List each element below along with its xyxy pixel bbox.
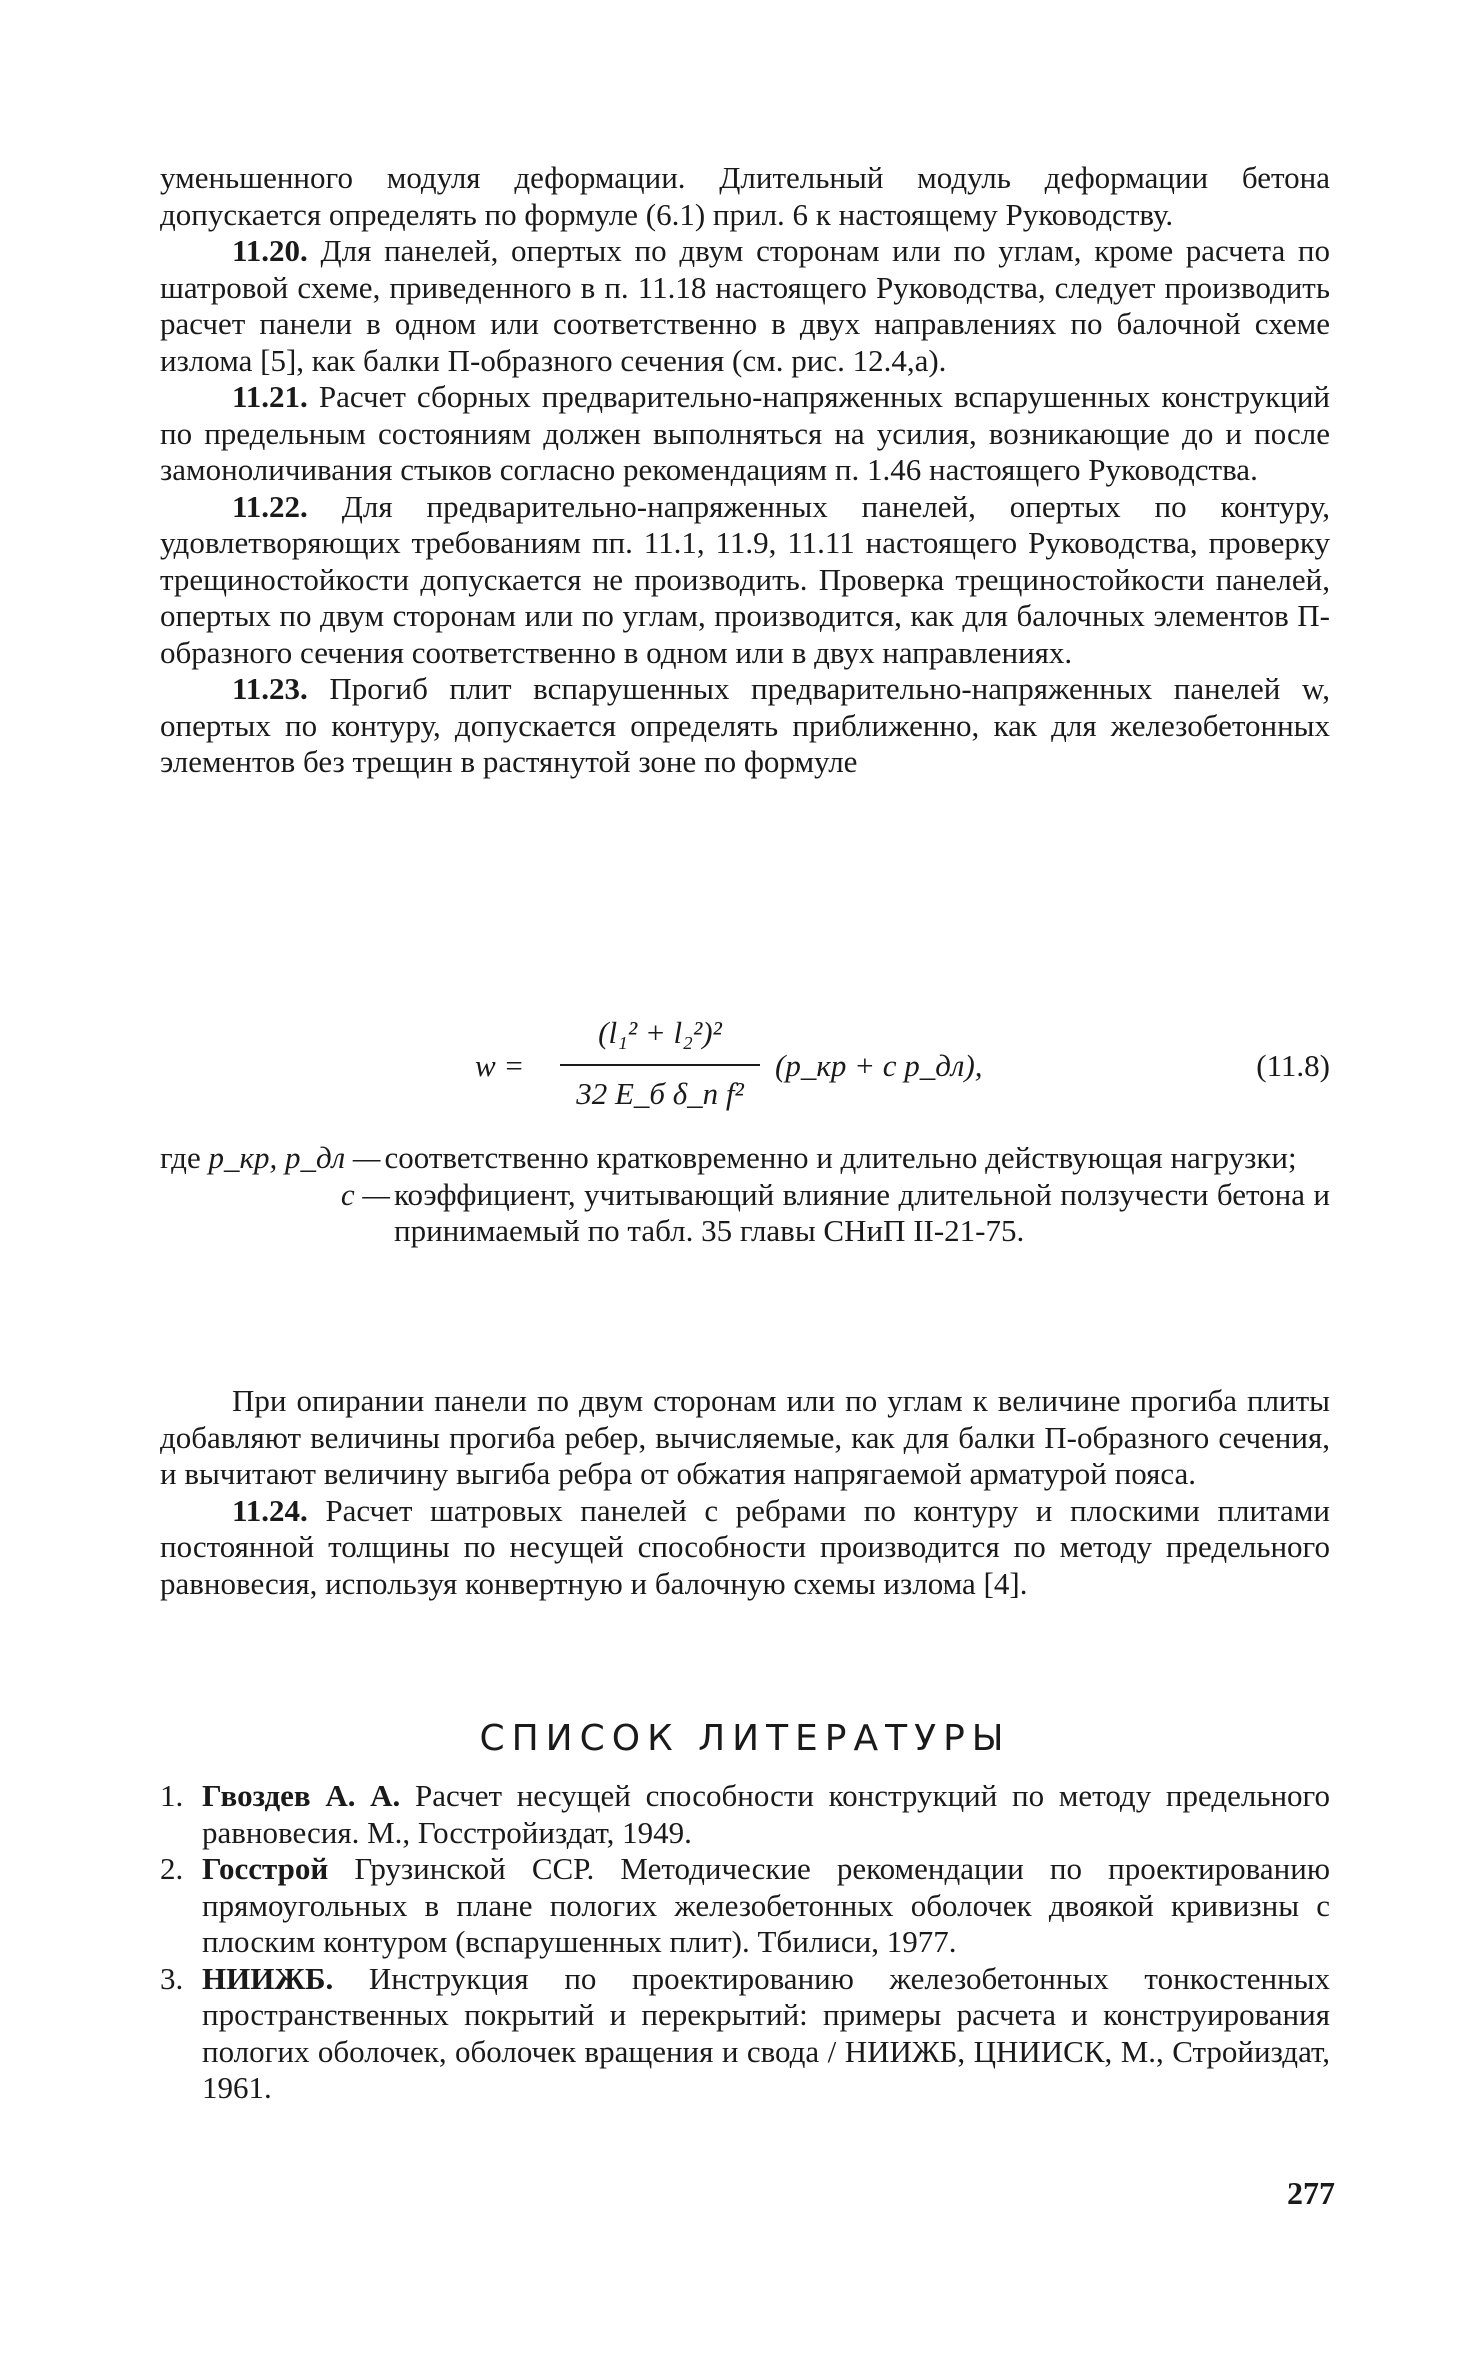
definition-symbol: c — [340,1176,390,1212]
paragraph: уменьшенного модуля деформации. Длительный модуль деформации бетона допускается определять по формуле (6.1) прил. 6 к настоящему Руководству. [160,160,1330,232]
reference-text: Грузинской ССР. Методические рекомендации по проектированию прямоугольных в плане пологих железобетонных оболочек двоякой кривизны с плоским контуром (вспарушенных плит). Тбилиси, 1977. [202,1851,1331,1959]
reference-text: Расчет несущей способности конструкций по методу предельного равновесия. М., Госстройиздат, 1949. [202,1778,1330,1850]
reference-text: Инструкция по проектированию железобетонных тонкостенных пространственных покрытий и перекрытий: примеры расчета и конструирования пологих оболочек, оболочек вращения и свода / НИИЖБ, ЦНИИСК, М., Стройиздат, 1961. [202,1960,1330,2105]
fraction-bar [560,1064,760,1066]
page-number: 277 [1287,2175,1335,2211]
reference-author: Гвоздев А. А. [202,1778,401,1813]
paragraph: При опирании панели по двум сторонам или по углам к величине прогиба плиты добавляют величины прогиба ребер, вычисляемые, как для балки П-образного сечения, и вычитают величину выгиба ребра от обжатия напрягаемой арматурой пояса. [160,1383,1330,1491]
reference-number: 3. [160,1960,184,1996]
reference-item [160,1851,1330,1961]
paragraph-11-21: 11.21. Расчет сборных предварительно-напряженных вспарушенных конструкций по предельным состояниям должен выполняться на усилия, возникающие до и после замоноличивания стыков согласно рекомендациям п. 1.46 настоящего Руководства. [160,379,1331,487]
reference-number: 1. [160,1778,184,1813]
references-heading: СПИСОК ЛИТЕРАТУРЫ [479,1718,1011,1759]
definition-text: соответственно кратковременно и длительно действующая нагрузки; [384,1140,1297,1175]
formula-11-8 [160,1008,1330,1128]
equation-number: (11.8) [1256,1048,1330,1083]
paragraph-11-20: 11.20. Для панелей, опертых по двум сторонам или по углам, кроме расчета по шатровой схеме, приведенного в п. 11.18 настоящего Руководства, следует производить расчет панели в одном или соответственно в двух направлениях по балочной схеме излома [5], как балки П-образного сечения (см. рис. 12.4,а). [160,233,1330,378]
formula-denominator: 32 E_б δ_п f² [576,1076,744,1111]
formula-rhs: (p_кр + c p_дл), [775,1048,983,1083]
reference-author: НИИЖБ. [202,1960,334,1996]
paragraph-11-22: 11.22. Для предварительно-напряженных панелей, опертых по контуру, удовлетворяющих требованиям пп. 11.1, 11.9, 11.11 настоящего Руководства, проверку трещиностойкости допускается не производить. Проверка трещиностойкости панелей, опертых по двум сторонам или по углам, производится, как для балочных элементов П-образного сечения соответственно в одном или в двух направлениях. [160,488,1330,670]
definition-row [160,1140,1330,1177]
references-list [160,1778,1330,2107]
body-text-bottom [160,1383,1330,1602]
body-text-top [160,160,1330,781]
formula-definitions [160,1140,1330,1250]
paragraph-11-24: 11.24. Расчет шатровых панелей с ребрами по контуру и плоскими плитами постоянной толщины по несущей способности производится по методу предельного равновесия, используя конвертную и балочную схемы излома [4]. [160,1492,1330,1601]
definition-row [160,1177,1330,1250]
formula-fraction [560,1008,760,1122]
reference-author: Госстрой [202,1851,329,1886]
paragraph-11-23: 11.23. Прогиб плит вспарушенных предварительно-напряженных панелей w, опертых по контуру, допускается определять приближенно, как для железобетонных элементов без трещин в растянутой зоне по формуле [160,671,1331,779]
reference-number: 2. [160,1851,184,1886]
formula-lhs: w = [475,1048,525,1083]
definition-symbol: p_кр, p_дл — [208,1140,381,1175]
reference-item [160,1778,1330,1851]
formula-numerator: (l₁² + l₂²)² [598,1015,722,1050]
definition-text: коэффициент, учитывающий влияние длительной ползучести бетона и принимаемый по табл. 35 главы СНиП II-21-75. [394,1176,1330,1248]
where-word: где [160,1140,201,1175]
reference-item [160,1961,1330,2107]
